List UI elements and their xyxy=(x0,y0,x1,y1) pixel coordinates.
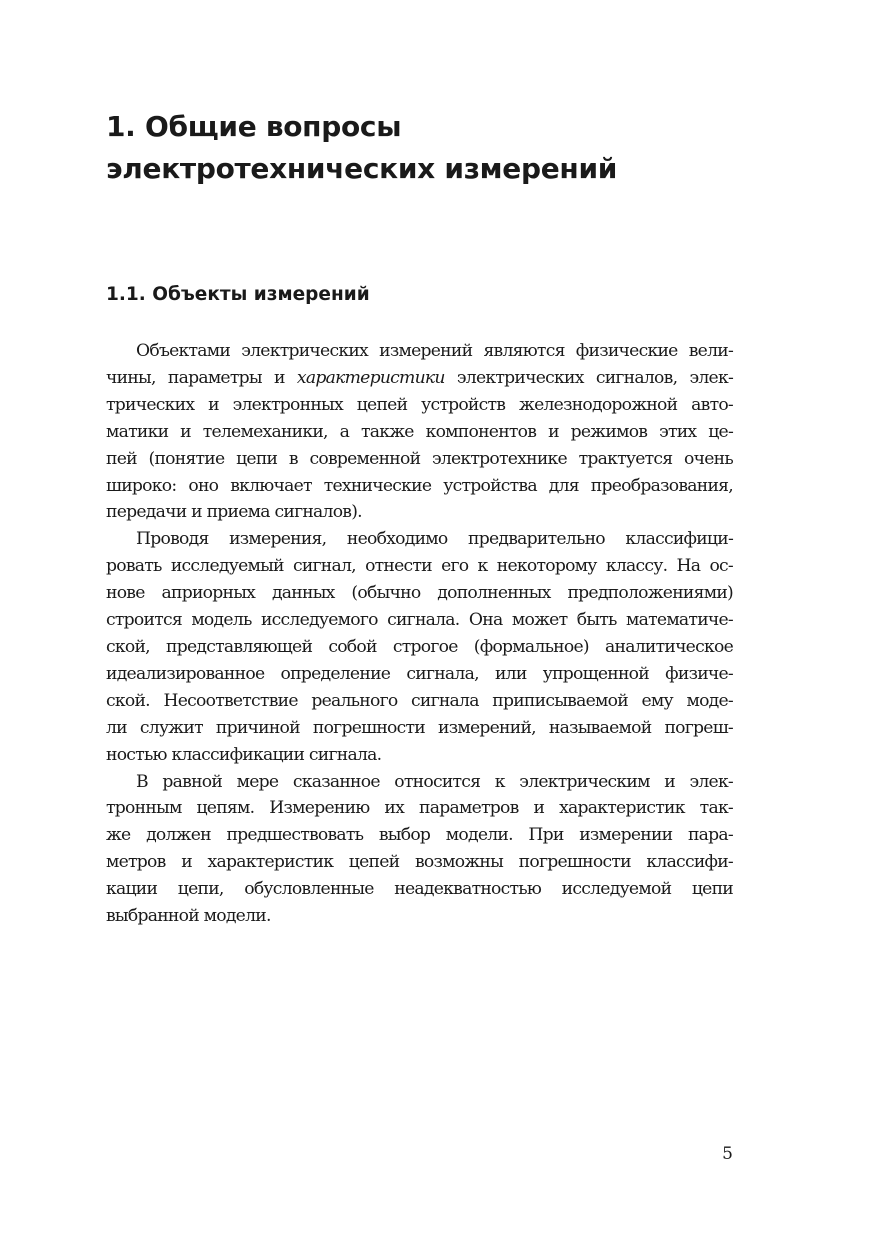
paragraph xyxy=(106,338,733,526)
text-line: ровать исследуемый сигнал, отнести его к некоторому классу. На ос- xyxy=(106,556,733,577)
emphasized-term: характеристики xyxy=(296,367,445,388)
section-title: 1.1. Объекты измерений xyxy=(106,284,370,305)
chapter-title-line: электротехнических измерений xyxy=(106,152,618,185)
text-line: Проводя измерения, необходимо предварительно классифици- xyxy=(136,529,733,550)
text-line: В равной мере сказанное относится к электрическим и элек- xyxy=(136,771,733,792)
paragraph xyxy=(106,769,733,930)
page-number: 5 xyxy=(722,1144,733,1164)
text-line: ностью классификации сигнала. xyxy=(106,744,382,765)
text-line: метров и характеристик цепей возможны погрешности классифи- xyxy=(106,852,733,873)
text-line: передачи и приема сигналов). xyxy=(106,502,362,523)
chapter-title-line: 1. Общие вопросы xyxy=(106,110,402,143)
text-line: широко: оно включает технические устройства для преобразования, xyxy=(106,475,733,496)
text-line: Объектами электрических измерений являются физические вели- xyxy=(136,341,733,361)
text-line xyxy=(106,365,733,392)
text-line: ской, представляющей собой строгое (формальное) аналитическое xyxy=(106,636,733,657)
text-line: трических и электронных цепей устройств железнодорожной авто- xyxy=(106,394,733,415)
text-fragment: электрических сигналов, элек- xyxy=(444,367,734,388)
body-text xyxy=(106,338,733,930)
text-line: тронным цепям. Измерению их параметров и характеристик так- xyxy=(106,798,733,819)
text-line: же должен предшествовать выбор модели. При измерении пара- xyxy=(106,825,733,846)
text-line: строится модель исследуемого сигнала. Она может быть математиче- xyxy=(106,610,733,631)
text-line: идеализированное определение сигнала, или упрощенной физиче- xyxy=(106,663,733,684)
paragraph xyxy=(106,526,733,768)
text-line: кации цепи, обусловленные неадекватностью исследуемой цепи xyxy=(106,879,733,900)
text-line: ской. Несоответствие реального сигнала приписываемой ему моде- xyxy=(106,690,733,711)
text-fragment: чины, параметры и xyxy=(106,367,297,388)
text-line: выбранной модели. xyxy=(106,906,271,927)
text-line: матики и телемеханики, а также компонентов и режимов этих це- xyxy=(106,421,733,442)
text-line: пей (понятие цепи в современной электротехнике трактуется очень xyxy=(106,448,733,469)
text-line: ли служит причиной погрешности измерений, называемой погреш- xyxy=(106,717,733,738)
text-line: нове априорных данных (обычно дополненных предположениями) xyxy=(106,583,733,604)
chapter-title xyxy=(106,106,746,190)
